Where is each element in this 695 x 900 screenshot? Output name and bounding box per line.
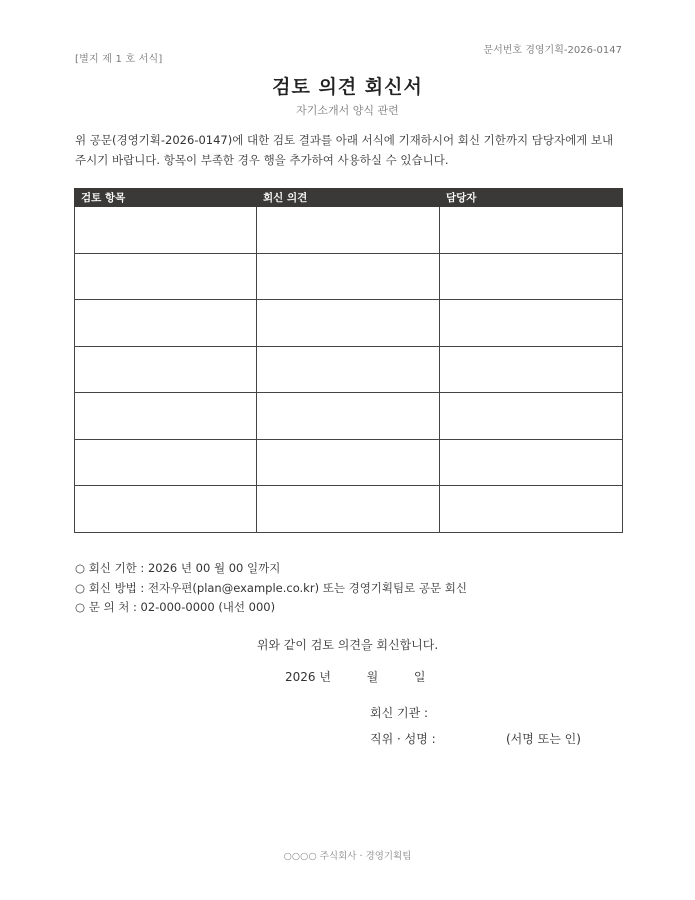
intro-line-1: 위 공문(경영기획-2026-0147)에 대한 검토 결과를 아래 서식에 기재하시어 회신 기한까지 담당자에게 보내 xyxy=(75,133,614,147)
note-method: ○ 회신 방법 : 전자우편(plan@example.co.kr) 또는 경영기획팀로 공문 회신 xyxy=(75,580,467,595)
form-number: [별지 제 1 호 서식] xyxy=(75,54,163,65)
table-row xyxy=(75,486,623,533)
review-table xyxy=(74,188,623,533)
date-year: 2026 년 xyxy=(285,670,331,684)
table-row xyxy=(75,253,623,300)
cell-review-item[interactable] xyxy=(75,393,257,440)
cell-person-in-charge[interactable] xyxy=(440,439,623,486)
cell-review-item[interactable] xyxy=(75,439,257,486)
signature-note: (서명 또는 인) xyxy=(506,732,581,746)
document-title: 검토 의견 회신서 xyxy=(272,76,423,98)
footer-company: ○○○○ 주식회사 · 경영기획팀 xyxy=(283,851,412,862)
cell-person-in-charge[interactable] xyxy=(440,253,623,300)
cell-person-in-charge[interactable] xyxy=(440,346,623,393)
cell-person-in-charge[interactable] xyxy=(440,486,623,533)
table-row xyxy=(75,207,623,254)
date-day: 일 xyxy=(413,670,426,684)
table-row xyxy=(75,346,623,393)
signature-org-label: 회신 기관 : xyxy=(370,706,429,720)
table-row xyxy=(75,300,623,347)
header-review-item: 검토 항목 xyxy=(75,189,257,207)
cell-review-item[interactable] xyxy=(75,300,257,347)
table-row xyxy=(75,393,623,440)
note-deadline: ○ 회신 기한 : 2026 년 00 월 00 일까지 xyxy=(75,561,281,575)
document-number: 문서번호 경영기획-2026-0147 xyxy=(483,45,622,56)
table-row xyxy=(75,439,623,486)
header-person-in-charge: 담당자 xyxy=(440,189,623,207)
cell-reply-opinion[interactable] xyxy=(257,486,440,533)
cell-review-item[interactable] xyxy=(75,346,257,393)
cell-reply-opinion[interactable] xyxy=(257,300,440,347)
header-reply-opinion: 회신 의견 xyxy=(257,189,440,207)
cell-reply-opinion[interactable] xyxy=(257,207,440,254)
date-month: 월 xyxy=(366,670,379,684)
intro-line-2: 주시기 바랍니다. 항목이 부족한 경우 행을 추가하여 사용하실 수 있습니다. xyxy=(75,153,449,167)
signature-name-label: 직위 · 성명 : xyxy=(370,732,436,746)
notes-list xyxy=(75,559,467,618)
closing-statement: 위와 같이 검토 의견을 회신합니다. xyxy=(256,638,439,652)
cell-review-item[interactable] xyxy=(75,253,257,300)
cell-review-item[interactable] xyxy=(75,486,257,533)
cell-person-in-charge[interactable] xyxy=(440,393,623,440)
cell-reply-opinion[interactable] xyxy=(257,346,440,393)
cell-reply-opinion[interactable] xyxy=(257,253,440,300)
cell-review-item[interactable] xyxy=(75,207,257,254)
intro-paragraph xyxy=(75,130,623,170)
document-subtitle: 자기소개서 양식 관련 xyxy=(296,104,399,117)
date-line xyxy=(285,668,425,685)
cell-reply-opinion[interactable] xyxy=(257,393,440,440)
cell-reply-opinion[interactable] xyxy=(257,439,440,486)
note-contact: ○ 문 의 처 : 02-000-0000 (내선 000) xyxy=(75,600,276,614)
table-header-row xyxy=(75,189,623,207)
cell-person-in-charge[interactable] xyxy=(440,207,623,254)
cell-person-in-charge[interactable] xyxy=(440,300,623,347)
